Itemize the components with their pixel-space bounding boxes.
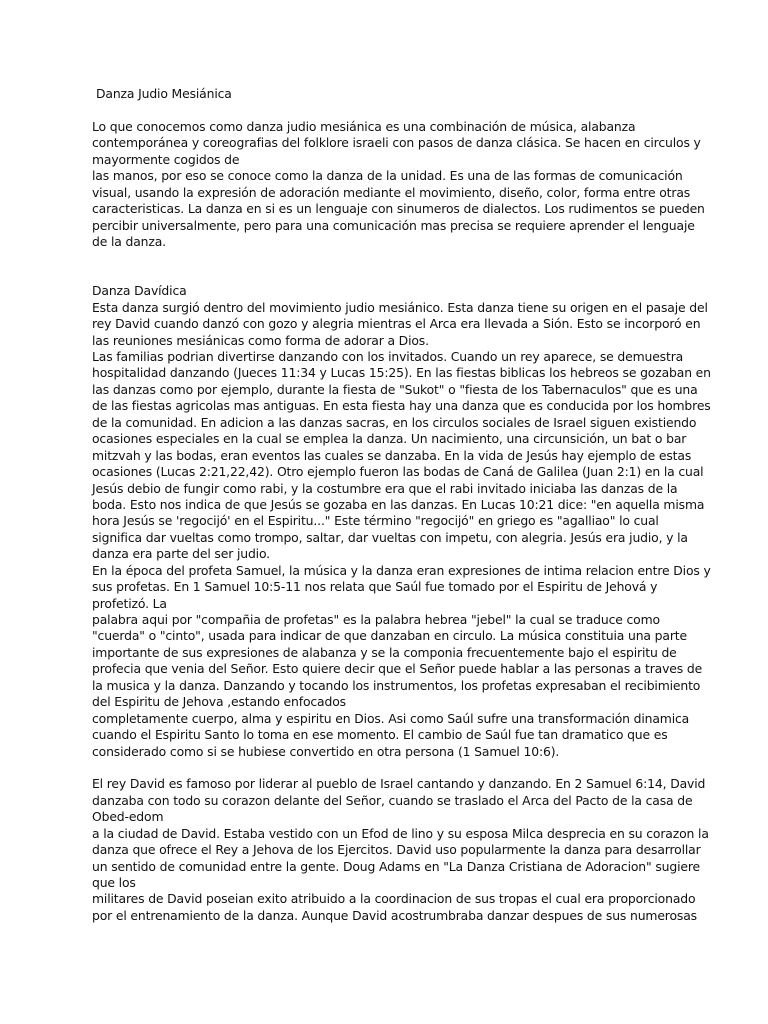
text-line: las reuniones mesiánicas como forma de adorar a Dios.: [92, 332, 429, 348]
text-line: Las familias podrian divertirse danzando con los invitados. Cuando un rey aparece, se demuestra: [92, 349, 684, 364]
text-line: sus profetas. En 1 Samuel 10:5-11 nos relata que Saúl fue tomado por el Espiritu de Jehová y: [92, 579, 658, 595]
text-line: de la danza.: [92, 233, 166, 249]
text-line: de la comunidad. En adicion a las danzas sacras, en los circulos sociales de Israel siguen existiendo: [92, 414, 697, 430]
text-line: mitzvah y las bodas, eran eventos las cuales se danzaba. En la vida de Jesús hay ejemplo de estas: [92, 447, 692, 463]
text-line: militares de David poseian exito atribuido a la coordinacion de sus tropas el cual era proporcionado: [92, 891, 696, 907]
text-line: Esta danza surgió dentro del movimiento judio mesiánico. Esta danza tiene su origen en el pasaje del: [92, 299, 708, 315]
text-line: danza que ofrece el Rey a Jehova de los Ejercitos. David uso popularmente la danza para desarrollar: [92, 842, 701, 858]
text-line: "cuerda" o "cinto", usada para indicar de que danzaban en circulo. La música constituia una parte: [92, 628, 687, 644]
text-line: las manos, por eso se conoce como la danza de la unidad. Es una de las formas de comunicación: [92, 168, 683, 184]
blank-line: [92, 760, 676, 776]
text-line: un sentido de comunidad entre la gente. Doug Adams en "La Danza Cristiana de Adoracion" sugiere: [92, 858, 700, 874]
text-line: contemporánea y coreografias del folklore israeli con pasos de danza clásica. Se hacen en circulos y: [92, 135, 701, 151]
text-line: caracteristicas. La danza en si es un lenguaje con sinumeros de dialectos. Los rudimentos se pueden: [92, 201, 705, 217]
text-line: Obed-edom: [92, 809, 164, 825]
text-line: mayormente cogidos de: [92, 151, 240, 167]
text-line: del Espiritu de Jehova ,estando enfocados: [92, 694, 346, 710]
text-line: ocasiones especiales en la cual se emplea la danza. Un nacimiento, una circunsición, un bat o bar: [92, 431, 687, 447]
text-line: visual, usando la expresión de adoración mediante el movimiento, diseño, color, forma entre otras: [92, 184, 691, 200]
blank-line: [92, 250, 676, 266]
text-line: las danzas como por ejemplo, durante la fiesta de "Sukot" o "fiesta de los Tabernaculos" que es una: [92, 381, 698, 397]
text-line: que los: [92, 875, 136, 890]
text-line: rey David cuando danzó con gozo y alegria mientras el Arca era llevada a Sión. Esto se incorporó en: [92, 316, 701, 332]
text-line: hospitalidad danzando (Jueces 11:34 y Lucas 15:25). En las fiestas biblicas los hebreos se gozaban en: [92, 365, 711, 381]
text-line: ocasiones (Lucas 2:21,22,42). Otro ejemplo fueron las bodas de Caná de Galilea (Juan 2:1) en la cual: [92, 464, 704, 480]
text-line: cuando el Espiritu Santo lo toma en ese momento. El cambio de Saúl fue tan dramatico que es: [92, 727, 668, 743]
text-line: danza era parte del ser judio.: [92, 546, 270, 562]
text-line: boda. Esto nos indica de que Jesús se gozaba en las danzas. En Lucas 10:21 dice: "en aquella misma: [92, 496, 705, 512]
text-line: significa dar vueltas como trompo, saltar, dar vueltas con impetu, con alegria. Jesús era judio, y la: [92, 529, 688, 545]
document-title: Danza Judio Mesiánica: [96, 86, 232, 101]
text-line: hora Jesús se 'regocijó' en el Espiritu..." Este término "regocijó" en griego es "agalliao" lo cual: [92, 513, 659, 529]
text-line: El rey David es famoso por liderar al pueblo de Israel cantando y danzando. En 2 Samuel 6:14, David: [92, 776, 706, 792]
text-line: profetizó. La: [92, 595, 167, 611]
text-line: Danza Davídica: [92, 283, 187, 299]
text-line: la musica y la danza. Danzando y tocando los instrumentos, los profetas expresaban el recibimiento: [92, 677, 701, 693]
text-line: Jesús debio de fungir como rabi, y la costumbre era que el rabi invitado iniciaba las danzas de la: [92, 480, 678, 496]
text-line: percibir universalmente, pero para una comunicación mas precisa se requiere aprender el lenguaje: [92, 217, 695, 233]
text-line: completamente cuerpo, alma y espiritu en Dios. Asi como Saúl sufre una transformación dinamica: [92, 710, 690, 726]
text-line: palabra aqui por "compañia de profetas" es la palabra hebrea "jebel" la cual se traduce como: [92, 612, 660, 627]
text-line: considerado como si se hubiese convertido en otra persona (1 Samuel 10:6).: [92, 743, 560, 759]
blank-line: [92, 102, 676, 118]
text-line: danzaba con todo su corazon delante del Señor, cuando se traslado el Arca del Pacto de la casa de: [92, 792, 693, 808]
text-line: de las fiestas agricolas mas antiguas. En esta fiesta hay una danza que es conducida por los hombres: [92, 398, 711, 414]
document-body: [92, 102, 711, 924]
text-line: En la época del profeta Samuel, la música y la danza eran expresiones de intima relacion entre Dios y: [92, 562, 711, 578]
document-page: [92, 86, 711, 924]
text-line: por el entrenamiento de la danza. Aunque David acostrumbraba danzar despues de sus numerosas: [92, 907, 697, 923]
text-line: importante de sus expresiones de alabanza y se la componia frecuentemente bajo el espiritu de: [92, 644, 677, 660]
text-line: profecia que venia del Señor. Esto quiere decir que el Señor puede hablar a las personas a traves de: [92, 661, 703, 677]
blank-line: [92, 267, 676, 283]
text-line: a la ciudad de David. Estaba vestido con un Efod de lino y su esposa Milca desprecia en su corazon la: [92, 825, 709, 841]
text-line: Lo que conocemos como danza judio mesiánica es una combinación de música, alabanza: [92, 118, 636, 134]
